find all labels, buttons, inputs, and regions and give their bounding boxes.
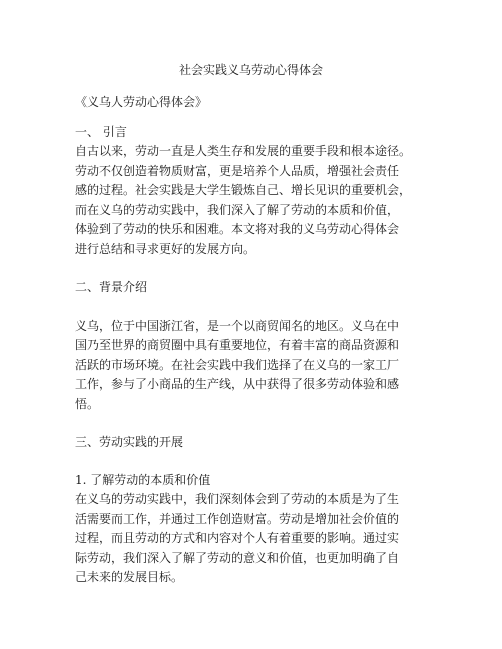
section-heading-practice: 三、劳动实践的开展 <box>75 435 184 449</box>
paragraph-line: 工作，参与了小商品的生产线，从中获得了很多劳动体验和感 <box>75 377 400 391</box>
paragraph-line: 际劳动，我们深入了解了劳动的意义和价值，也更加明确了自 <box>75 551 400 565</box>
paragraph-line: 劳动不仅创造着物质财富，更是培养个人品质，增强社会责任 <box>75 164 400 178</box>
document-title: 社会实践义乌劳动心得体会 <box>178 63 323 77</box>
paragraph-line: 活需要而工作，并通过工作创造财富。劳动是增加社会价值的 <box>75 512 400 526</box>
paragraph-line: 感的过程。社会实践是大学生锻炼自己、增长见识的重要机会， <box>75 183 412 197</box>
paragraph-line: 国乃至世界的商贸圈中具有重要地位，有着丰富的商品资源和 <box>75 338 400 352</box>
paragraph-line: 自古以来，劳动一直是人类生存和发展的重要手段和根本途径。 <box>75 144 412 158</box>
paragraph-line: 活跃的市场环境。在社会实践中我们选择了在义乌的一家工厂 <box>75 358 400 372</box>
subsection-heading: 1. 了解劳动的本质和价值 <box>75 473 211 487</box>
paragraph-line: 己未来的发展目标。 <box>75 570 184 584</box>
paragraph-line: 体验到了劳动的快乐和困难。本文将对我的义乌劳动心得体会 <box>75 222 400 236</box>
paragraph-line: 过程，而且劳动的方式和内容对个人有着重要的影响。通过实 <box>75 531 400 545</box>
document-subtitle: 《义乌人劳动心得体会》 <box>75 95 208 109</box>
paragraph-line: 而在义乌的劳动实践中，我们深入了解了劳动的本质和价值， <box>75 203 400 217</box>
paragraph-line: 义乌，位于中国浙江省，是一个以商贸闻名的地区。义乌在中 <box>75 319 400 333</box>
paragraph-line: 悟。 <box>75 397 100 411</box>
section-heading-background: 二、背景介绍 <box>75 280 148 294</box>
section-heading-intro: 一、 引言 <box>75 125 127 139</box>
paragraph-line: 在义乌的劳动实践中，我们深刻体会到了劳动的本质是为了生 <box>75 492 400 506</box>
paragraph-line: 进行总结和寻求更好的发展方向。 <box>75 242 256 256</box>
